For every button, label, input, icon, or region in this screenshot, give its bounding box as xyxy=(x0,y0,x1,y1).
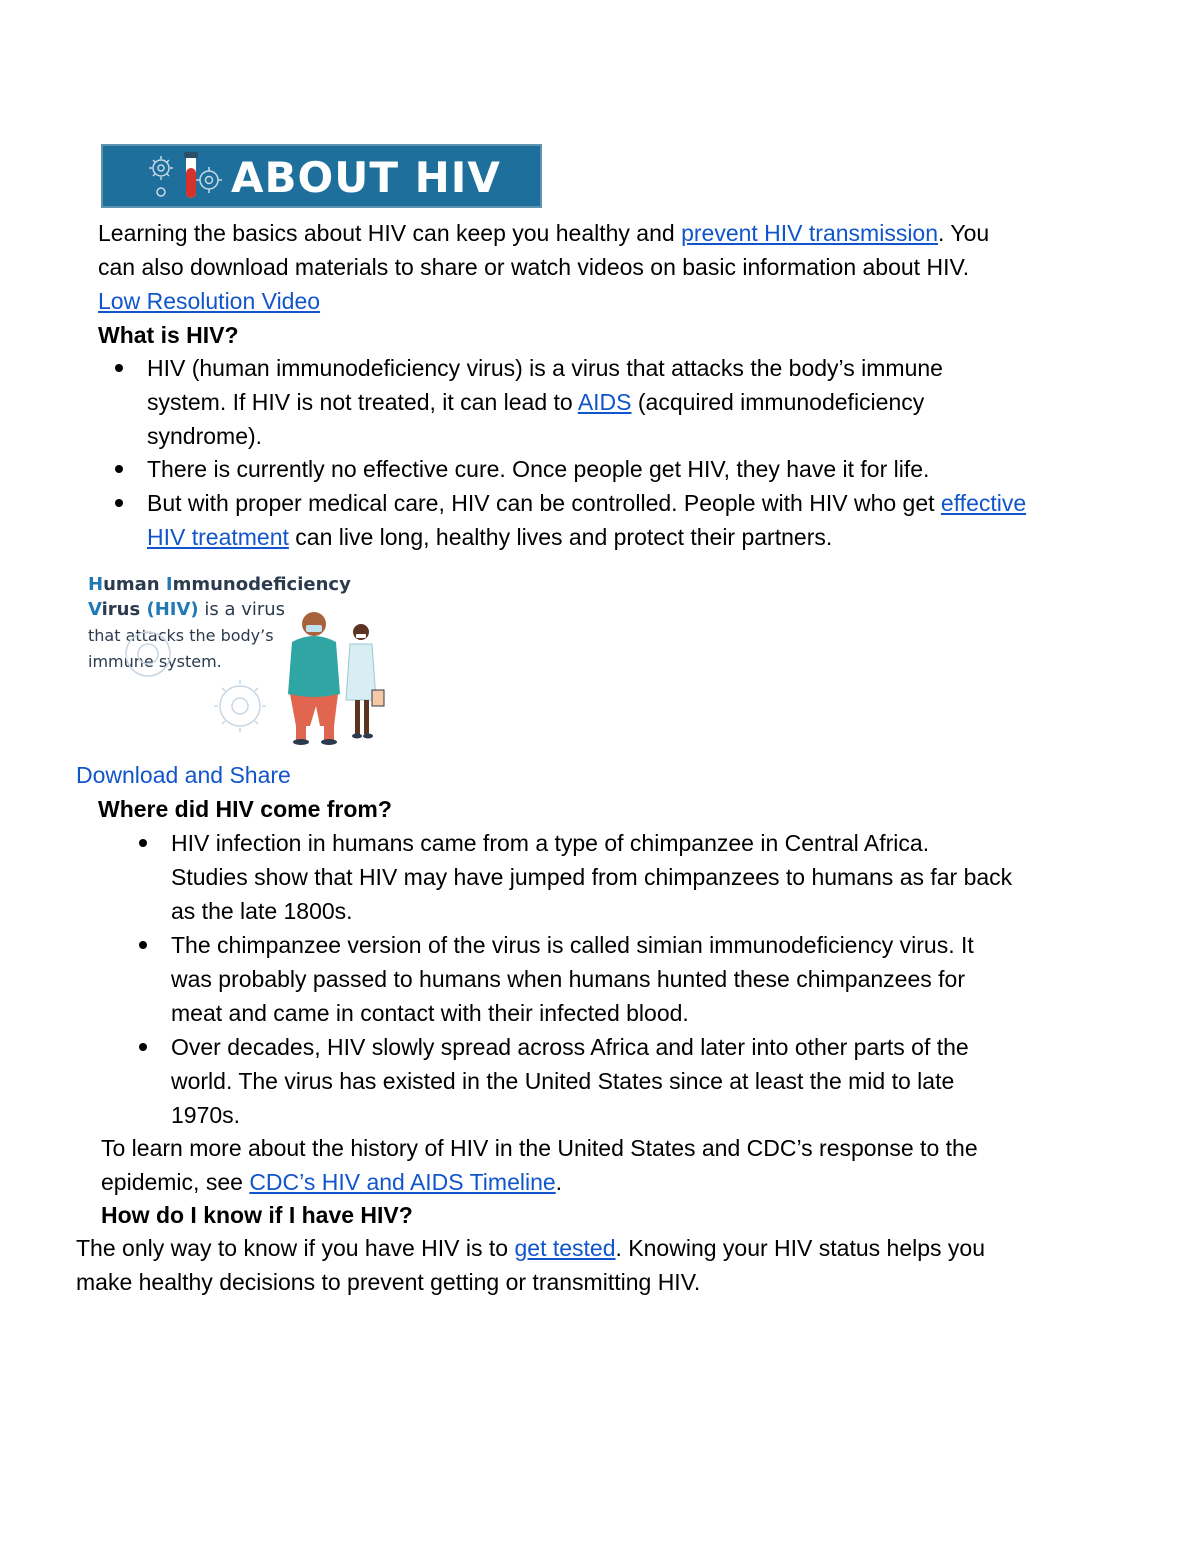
bullet-icon xyxy=(115,499,123,507)
what-is-hiv-bullet-2: There is currently no effective cure. Once people get HIV, they have it for life. xyxy=(147,456,930,482)
prevent-hiv-transmission-link[interactable]: prevent HIV transmission xyxy=(681,220,939,246)
effective-hiv-treatment-link[interactable]: effective xyxy=(940,490,1027,516)
what-is-hiv-bullet-1-line-1: HIV (human immunodeficiency virus) is a virus that attacks the body’s immune xyxy=(147,355,943,381)
origin-bullet-1-line-3: as the late 1800s. xyxy=(171,898,353,924)
bullet-icon xyxy=(115,364,123,372)
illustration-title-line-2: Virus (HIV) is a virus xyxy=(88,599,286,620)
illustration-text-line-4: immune system. xyxy=(88,652,222,671)
illustration-title-line-1: Human Immunodeficiency xyxy=(88,574,351,595)
know-line-2: make healthy decisions to prevent getting or transmitting HIV. xyxy=(76,1269,701,1295)
intro-line-2: can also download materials to share or watch videos on basic information about HIV. xyxy=(98,254,970,280)
intro-line-1: Learning the basics about HIV can keep you healthy and prevent HIV transmission. You xyxy=(98,220,990,246)
what-is-hiv-bullet-3-line-2: HIV treatment can live long, healthy lives and protect their partners. xyxy=(147,524,833,550)
history-line-1: To learn more about the history of HIV in the United States and CDC’s response to the xyxy=(101,1135,978,1161)
origin-bullet-2-line-3: meat and came in contact with their infected blood. xyxy=(171,1000,689,1026)
cdc-timeline-link[interactable]: CDC’s HIV and AIDS Timeline xyxy=(249,1169,556,1195)
bullet-icon xyxy=(139,839,147,847)
history-line-2: epidemic, see CDC’s HIV and AIDS Timeline. xyxy=(101,1169,563,1195)
hiv-illustration xyxy=(88,566,388,748)
banner-title: ABOUT HIV xyxy=(231,153,501,202)
origin-heading: Where did HIV come from? xyxy=(98,796,392,822)
low-resolution-video-link-row xyxy=(98,284,320,318)
get-tested-link[interactable]: get tested xyxy=(514,1235,616,1261)
origin-bullet-1-line-2: Studies show that HIV may have jumped from chimpanzees to humans as far back xyxy=(171,864,1013,890)
origin-bullet-3-line-3: 1970s. xyxy=(171,1102,241,1128)
know-heading: How do I know if I have HIV? xyxy=(101,1202,413,1228)
what-is-hiv-heading: What is HIV? xyxy=(98,322,239,348)
what-is-hiv-bullet-1-line-2: system. If HIV is not treated, it can lead to AIDS (acquired immunodeficiency xyxy=(147,389,925,415)
bullet-icon xyxy=(115,465,123,473)
origin-bullet-3-line-2: world. The virus has existed in the United States since at least the mid to late xyxy=(171,1068,955,1094)
low-resolution-video-link[interactable]: Low Resolution Video xyxy=(98,288,321,314)
bullet-icon xyxy=(139,1043,147,1051)
people-illustration-icon xyxy=(88,566,388,748)
origin-bullet-2-line-2: was probably passed to humans when humans hunted these chimpanzees for xyxy=(171,966,965,992)
bullet-icon xyxy=(139,941,147,949)
know-line-1: The only way to know if you have HIV is to get tested. Knowing your HIV status helps you xyxy=(76,1235,985,1261)
origin-bullet-3-line-1: Over decades, HIV slowly spread across Africa and later into other parts of the xyxy=(171,1034,969,1060)
origin-bullet-1-line-1: HIV infection in humans came from a type of chimpanzee in Central Africa. xyxy=(171,830,930,856)
what-is-hiv-bullet-1-line-3: syndrome). xyxy=(147,423,263,449)
what-is-hiv-bullet-3-line-1: But with proper medical care, HIV can be controlled. People with HIV who get effective xyxy=(147,490,1027,516)
test-tube-icon xyxy=(183,152,199,204)
download-and-share-heading[interactable]: Download and Share xyxy=(76,762,291,788)
effective-hiv-treatment-link-cont[interactable]: HIV treatment xyxy=(147,524,289,550)
illustration-text-line-3: that attacks the body’s xyxy=(88,626,274,645)
aids-link[interactable]: AIDS xyxy=(577,389,632,415)
origin-bullet-2-line-1: The chimpanzee version of the virus is called simian immunodeficiency virus. It xyxy=(171,932,974,958)
about-hiv-banner xyxy=(101,144,542,208)
